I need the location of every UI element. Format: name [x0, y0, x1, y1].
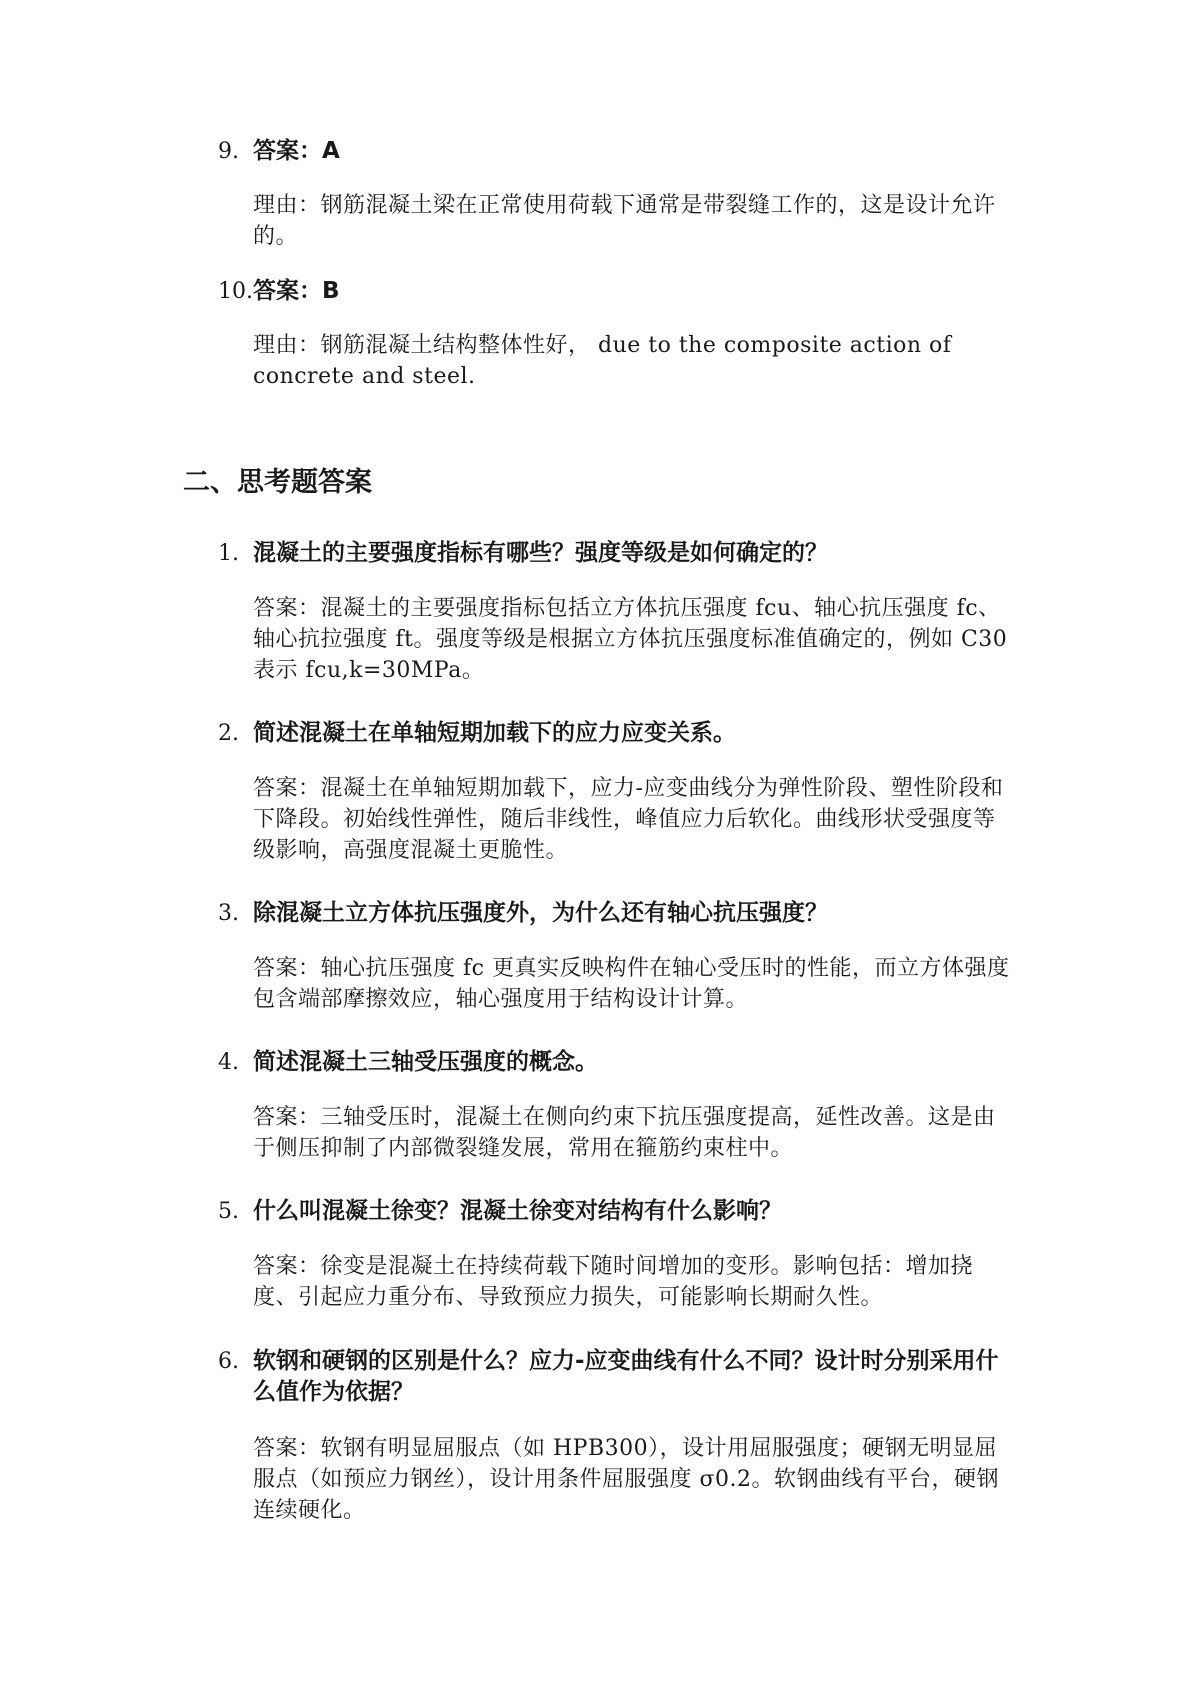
answer-text: 答案：混凝土的主要强度指标包括立方体抗压强度 fcu、轴心抗压强度 fc、轴心抗拉强度 ft。强度等级是根据立方体抗压强度标准值确定的，例如 C30 表示 fcu,k=30MPa。	[253, 596, 1008, 683]
answer-label: 答案：B	[253, 278, 340, 304]
answer-reason: 理由：钢筋混凝土梁在正常使用荷载下通常是带裂缝工作的，这是设计允许的。	[253, 193, 996, 249]
answer-text: 答案：混凝土在单轴短期加载下，应力-应变曲线分为弹性阶段、塑性阶段和下降段。初始线性弹性，随后非线性，峰值应力后软化。曲线形状受强度等级影响，高强度混凝土更脆性。	[253, 776, 1004, 863]
answer-reason: 理由：钢筋混凝土结构整体性好， due to the composite action of concrete and steel.	[253, 333, 952, 389]
question-text: 什么叫混凝土徐变？混凝土徐变对结构有什么影响？	[253, 1198, 782, 1224]
question-text: 软钢和硬钢的区别是什么？应力-应变曲线有什么不同？设计时分别采用什么值作为依据？	[253, 1348, 999, 1405]
question-number: 1.	[218, 541, 239, 566]
answer-label: 答案：A	[253, 138, 340, 164]
answer-text: 答案：三轴受压时，混凝土在侧向约束下抗压强度提高，延性改善。这是由于侧压抑制了内部微裂缝发展，常用在箍筋约束柱中。	[253, 1105, 996, 1161]
question-text: 除混凝土立方体抗压强度外，为什么还有轴心抗压强度？	[253, 900, 828, 926]
question-number: 3.	[218, 901, 239, 926]
item-number: 9.	[218, 139, 239, 164]
question-number: 4.	[218, 1050, 239, 1075]
item-number: 10.	[218, 279, 253, 304]
answer-text: 答案：徐变是混凝土在持续荷载下随时间增加的变形。影响包括：增加挠度、引起应力重分布、导致预应力损失，可能影响长期耐久性。	[253, 1254, 974, 1310]
question-text: 混凝土的主要强度指标有哪些？强度等级是如何确定的？	[253, 540, 828, 566]
question-number: 6.	[218, 1349, 239, 1374]
question-number: 5.	[218, 1199, 239, 1224]
question-number: 2.	[218, 721, 239, 746]
answer-text: 答案：轴心抗压强度 fc 更真实反映构件在轴心受压时的性能，而立方体强度包含端部摩擦效应，轴心强度用于结构设计计算。	[253, 956, 1010, 1012]
section-title: 二、思考题答案	[183, 467, 372, 498]
question-text: 简述混凝土在单轴短期加载下的应力应变关系。	[253, 720, 736, 746]
question-text: 简述混凝土三轴受压强度的概念。	[253, 1049, 598, 1075]
answer-text: 答案：软钢有明显屈服点（如 HPB300），设计用屈服强度；硬钢无明显屈服点（如预应力钢丝），设计用条件屈服强度 σ0.2。软钢曲线有平台，硬钢连续硬化。	[253, 1436, 1000, 1523]
